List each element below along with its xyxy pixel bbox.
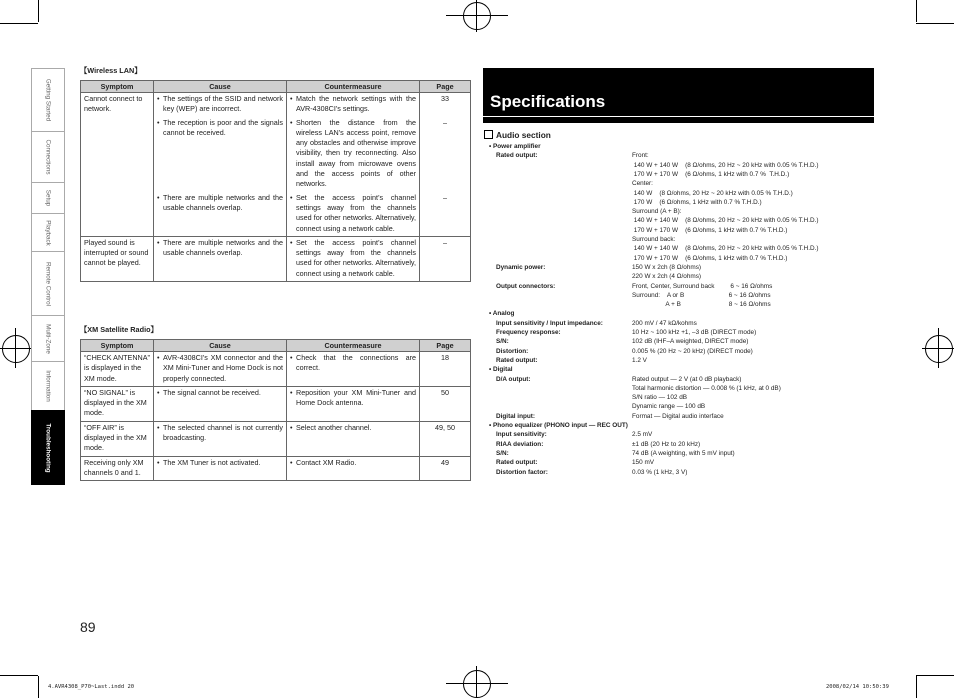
side-tab-label: Getting Started [44, 78, 52, 122]
spec-value: 170 W (6 Ω/ohms, 1 kHz with 0.7 % T.H.D.) [632, 198, 762, 206]
spec-label: Input sensitivity / Input impedance: [496, 319, 603, 327]
crop-mark [0, 348, 32, 349]
table-row [81, 93, 471, 117]
page-cell: 33 [420, 93, 471, 117]
spec-value: Format — Digital audio interface [632, 412, 724, 420]
table-row [81, 352, 471, 387]
bullet-icon: • [290, 457, 293, 467]
crop-mark [0, 675, 38, 676]
col-header-page: Page [420, 340, 471, 352]
page-cell: – [420, 236, 471, 281]
spec-value: 220 W x 2ch (4 Ω/ohms) [632, 273, 702, 281]
spec-value: 102 dB (IHF–A weighted, DIRECT mode) [632, 338, 749, 346]
col-header-symptom: Symptom [81, 340, 154, 352]
countermeasure-cell [287, 236, 420, 281]
footer-timestamp: 2008/02/14 10:50:39 [826, 684, 889, 690]
countermeasure-cell [287, 117, 420, 192]
crop-mark [476, 666, 477, 698]
spec-value: 150 W x 2ch (8 Ω/ohms) [632, 263, 702, 271]
col-header-cause: Cause [154, 81, 287, 93]
symptom-cell: “NO SIGNAL” is displayed in the XM mode. [81, 386, 154, 421]
crop-mark [446, 15, 508, 16]
bullet-icon: • [290, 353, 293, 362]
symptom-cell: Cannot connect to network. [81, 93, 154, 117]
cause-cell-text: The reception is poor and the signals cannot be received. [163, 117, 283, 137]
spec-value: 140 W (8 Ω/ohms, 20 Hz ~ 20 kHz with 0.05 % T.H.D.) [632, 189, 793, 197]
spec-value: 170 W + 170 W (6 Ω/ohms, 1 kHz with 0.7 % T.H.D.) [632, 226, 788, 234]
symptom-cell [81, 117, 154, 192]
spec-value: Center: [632, 180, 653, 188]
spec-value: Front, Center, Surround back 6 ~ 16 Ω/ohms [632, 282, 773, 290]
spec-label: S/N: [496, 338, 509, 346]
spec-label: Input sensitivity: [496, 431, 547, 439]
page-number: 89 [80, 619, 96, 635]
cause-cell-text: AVR-4308CI’s XM connector and the XM Mini-Tuner and Home Dock is not properly connected. [163, 353, 283, 383]
col-header-countermeasure: Countermeasure [287, 81, 420, 93]
countermeasure-cell-text: Reposition your XM Mini-Tuner and Home Dock antenna. [296, 387, 416, 408]
cause-cell [154, 386, 287, 421]
side-tab-connections[interactable] [31, 131, 65, 182]
registration-mark [925, 335, 953, 363]
spec-value: 10 Hz ~ 100 kHz +1, –3 dB (DIRECT mode) [632, 329, 757, 336]
spec-category: • Power amplifier [489, 143, 541, 150]
countermeasure-cell-text: Set the access point’s channel settings away from the channels used for other networks. Alternatively, connect using a network cable. [296, 237, 416, 278]
bullet-icon: • [290, 237, 293, 247]
page-cell: 49 [420, 456, 471, 481]
countermeasure-cell-text: Check that the connections are correct. [296, 353, 416, 373]
countermeasure-cell [287, 386, 420, 421]
spec-value: Dynamic range — 100 dB [632, 403, 706, 411]
side-tab-label: Setup [44, 189, 52, 207]
specifications-banner [483, 68, 874, 116]
spec-label: RIAA deviation: [496, 440, 544, 448]
spec-value: 2.5 mV [632, 431, 653, 439]
bullet-icon: • [157, 353, 160, 362]
page-title: Specifications [490, 92, 606, 111]
bullet-icon: • [157, 192, 160, 202]
spec-label: Distortion: [496, 347, 529, 355]
crop-mark [916, 0, 917, 22]
spec-label: D/A output: [496, 375, 531, 383]
countermeasure-cell-text: Match the network settings with the AVR-4308CI’s settings. [296, 94, 416, 114]
bullet-icon: • [157, 117, 160, 127]
countermeasure-cell-text: Set the access point’s channel settings away from the channels used for other networks. Alternatively, connect using a network cable. [296, 192, 416, 233]
bullet-icon: • [157, 94, 160, 103]
side-tab-label: Information [44, 370, 52, 402]
cause-cell [154, 352, 287, 387]
symptom-cell: “OFF AIR” is displayed in the XM mode. [81, 421, 154, 456]
spec-label: Rated output: [496, 356, 538, 364]
cause-cell-text: There are multiple networks and the usable channels overlap. [163, 192, 283, 212]
symptom-cell: Receiving only XM channels 0 and 1. [81, 456, 154, 481]
bullet-icon: • [157, 457, 160, 467]
spec-label: Digital input: [496, 412, 536, 420]
table-row [81, 456, 471, 481]
page-cell: – [420, 117, 471, 192]
spec-value: Front: [632, 152, 649, 160]
wireless-lan-title: 【Wireless LAN】 [80, 66, 142, 75]
col-header-cause: Cause [154, 340, 287, 352]
spec-value: 140 W + 140 W (8 Ω/ohms, 20 Hz ~ 20 kHz with 0.05 % T.H.D.) [632, 245, 819, 253]
cause-cell [154, 117, 287, 192]
bullet-icon: • [290, 192, 293, 202]
side-tab-setup[interactable] [31, 182, 65, 213]
col-header-page: Page [420, 81, 471, 93]
spec-label: Distortion factor: [496, 468, 548, 476]
spec-label: Frequency response: [496, 329, 561, 336]
spec-value: Surround (A + B): [632, 208, 682, 216]
footer-file-info: 4.AVR4308_P70~Last.indd 20 [48, 684, 135, 690]
cause-cell-text: The selected channel is not currently broadcasting. [163, 422, 283, 443]
crop-mark [446, 683, 508, 684]
side-tab-label: Multi-Zone [44, 323, 52, 354]
page-cell: 18 [420, 352, 471, 387]
cause-cell [154, 192, 287, 237]
spec-category: • Phono equalizer (PHONO input — REC OUT) [489, 422, 628, 429]
countermeasure-cell-text: Select another channel. [296, 422, 372, 432]
checkbox-square-icon [484, 130, 493, 139]
bullet-icon: • [157, 422, 160, 432]
table-row [81, 192, 471, 237]
spec-value: Total harmonic distortion — 0.008 % (1 kHz, at 0 dB) [632, 384, 781, 392]
col-header-countermeasure: Countermeasure [287, 340, 420, 352]
spec-label: Output connectors: [496, 282, 556, 290]
spec-value: A + B 8 ~ 16 Ω/ohms [632, 301, 771, 309]
side-tab-label: Playback [44, 219, 52, 246]
countermeasure-cell [287, 352, 420, 387]
page-cell: 50 [420, 386, 471, 421]
spec-value: 200 mV / 47 kΩ/kohms [632, 319, 697, 327]
table-row [81, 386, 471, 421]
symptom-cell [81, 192, 154, 237]
side-tab-strip [31, 68, 65, 485]
side-tab-information[interactable] [31, 361, 65, 410]
crop-mark [38, 0, 39, 22]
col-header-symptom: Symptom [81, 81, 154, 93]
spec-value: 140 W + 140 W (8 Ω/ohms, 20 Hz ~ 20 kHz with 0.05 % T.H.D.) [632, 217, 819, 225]
bullet-icon: • [290, 94, 293, 103]
bullet-icon: • [157, 237, 160, 247]
crop-mark [0, 23, 38, 24]
side-tab-troubleshooting[interactable] [31, 410, 65, 485]
spec-value: ±1 dB (20 Hz to 20 kHz) [632, 440, 701, 448]
side-tab-label: Troubleshooting [44, 423, 52, 473]
spec-value: 140 W + 140 W (8 Ω/ohms, 20 Hz ~ 20 kHz with 0.05 % T.H.D.) [632, 161, 819, 169]
cause-cell-text: The signal cannot be received. [163, 387, 261, 397]
crop-mark [38, 676, 39, 698]
table-row [81, 236, 471, 281]
wireless-lan-table [80, 80, 471, 282]
spec-label: Rated output: [496, 459, 538, 467]
cause-cell-text: There are multiple networks and the usable channels overlap. [163, 237, 283, 258]
audio-section-heading: Audio section [484, 130, 551, 140]
crop-mark [916, 676, 917, 698]
symptom-cell: “CHECK ANTENNA” is displayed in the XM mode. [81, 352, 154, 387]
registration-mark [463, 2, 491, 30]
side-tab-multi-zone[interactable] [31, 315, 65, 361]
xm-radio-title: 【XM Satellite Radio】 [80, 325, 158, 334]
cause-cell [154, 236, 287, 281]
spec-value: 0.03 % (1 kHz, 3 V) [632, 468, 688, 476]
countermeasure-cell [287, 421, 420, 456]
countermeasure-cell-text: Shorten the distance from the wireless LAN’s access point, remove any obstacles and otherwise improve visibility, then try reconnecting. Also install away from microwave ovens and the access points of other networks. [296, 117, 416, 189]
crop-mark [476, 0, 477, 32]
bullet-icon: • [290, 422, 293, 432]
spec-value: S/N ratio — 102 dB [632, 394, 688, 402]
crop-mark [938, 328, 939, 368]
spec-value: 170 W + 170 W (6 Ω/ohms, 1 kHz with 0.7 % T.H.D.) [632, 170, 790, 178]
countermeasure-cell-text: Contact XM Radio. [296, 457, 357, 467]
spec-value: 1.2 V [632, 356, 647, 364]
spec-value: Rated output — 2 V (at 0 dB playback) [632, 375, 742, 383]
cause-cell-text: The settings of the SSID and network key (WEP) are incorrect. [163, 94, 283, 114]
side-tab-label: Remote Control [44, 261, 52, 306]
registration-mark [2, 335, 30, 363]
side-tab-label: Connections [44, 139, 52, 175]
table-row [81, 117, 471, 192]
bullet-icon: • [290, 387, 293, 397]
spec-value: 74 dB (A weighting, with 5 mV input) [632, 449, 735, 457]
cause-cell-text: The XM Tuner is not activated. [163, 457, 261, 467]
page-cell: – [420, 192, 471, 237]
spec-label: Dynamic power: [496, 263, 546, 271]
bullet-icon: • [290, 117, 293, 127]
table-row [81, 421, 471, 456]
side-tab-playback[interactable] [31, 213, 65, 251]
xm-radio-table [80, 339, 471, 481]
spec-value: Surround back: [632, 236, 676, 243]
spec-category: • Digital [489, 366, 513, 374]
cause-cell [154, 456, 287, 481]
spec-label: Rated output: [496, 152, 538, 160]
crop-mark [916, 23, 954, 24]
cause-cell [154, 421, 287, 456]
countermeasure-cell [287, 456, 420, 481]
side-tab-remote-control[interactable] [31, 251, 65, 315]
registration-mark [463, 670, 491, 698]
crop-mark [916, 675, 954, 676]
spec-value: 150 mV [632, 459, 655, 467]
symptom-cell: Played sound is interrupted or sound cannot be played. [81, 236, 154, 281]
countermeasure-cell [287, 192, 420, 237]
side-tab-getting-started[interactable] [31, 68, 65, 131]
cause-cell [154, 93, 287, 117]
banner-underline [483, 117, 874, 123]
spec-value: 170 W + 170 W (6 Ω/ohms, 1 kHz with 0.7 % T.H.D.) [632, 254, 788, 262]
spec-value: 0.005 % (20 Hz ~ 20 kHz) (DIRECT mode) [632, 347, 753, 355]
spec-value: Surround: A or B 6 ~ 16 Ω/ohms [632, 291, 771, 299]
crop-mark [15, 328, 16, 368]
countermeasure-cell [287, 93, 420, 117]
spec-category: • Analog [489, 310, 515, 318]
spec-label: S/N: [496, 449, 509, 457]
bullet-icon: • [157, 387, 160, 397]
page-cell: 49, 50 [420, 421, 471, 456]
